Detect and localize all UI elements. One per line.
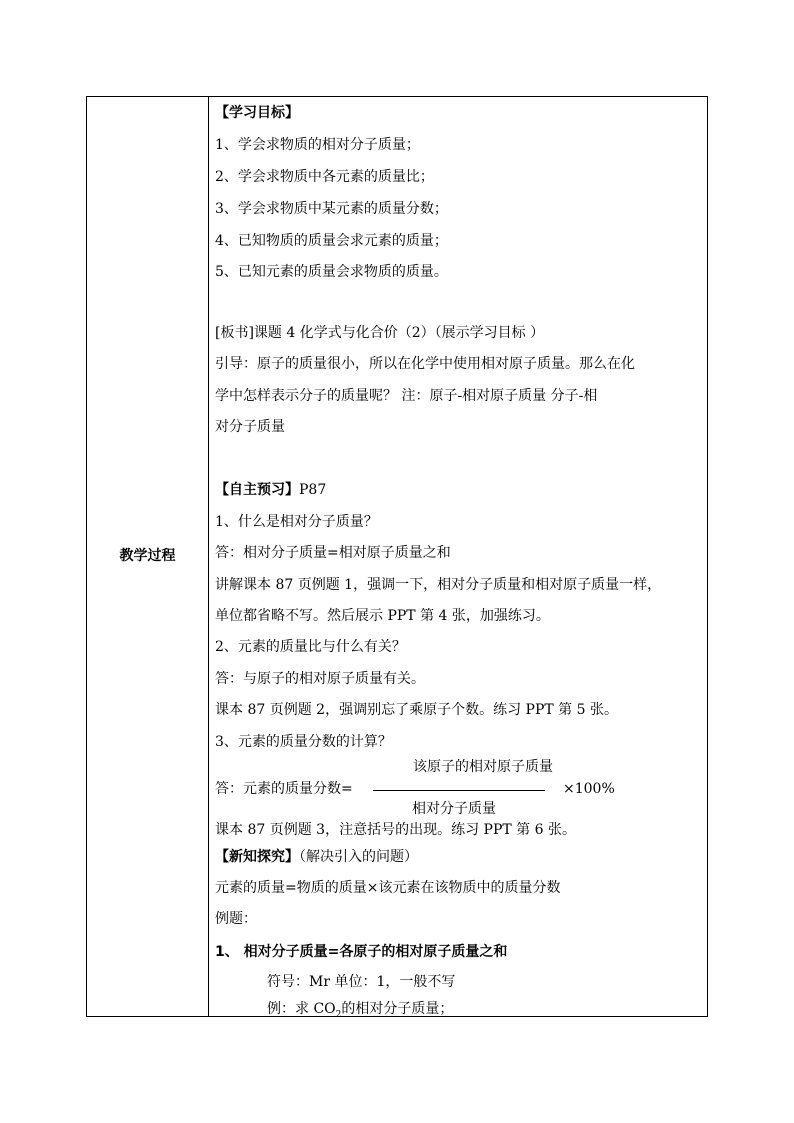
answer-1: 答：相对分子质量=相对原子质量之和 (215, 545, 451, 561)
question-2: 2、元素的质量比与什么有关？ (215, 639, 406, 655)
goal-3: 3、学会求物质中某元素的质量分数； (215, 201, 448, 217)
goals-header: 【学习目标】 (215, 105, 299, 121)
preview-header: 【自主预习】 (215, 482, 299, 498)
example-label: 例题： (215, 911, 257, 927)
symbol-unit-line: 符号：Mr 单位：1，一般不写 (267, 974, 456, 990)
preview-page: P87 (299, 482, 327, 498)
explore-note: （解决引入的问题） (299, 849, 418, 865)
example-2-note: 课本 87 页例题 2，强调别忘了乘原子个数。练习 PPT 第 5 张。 (215, 702, 618, 718)
co2-example (267, 1000, 453, 1024)
column-divider (208, 97, 209, 1016)
co2-subscript: 2 (335, 1009, 342, 1020)
fraction-denominator: 相对分子质量 (412, 801, 496, 817)
answer-3-prefix: 答：元素的质量分数= (215, 781, 353, 797)
question-1: 1、什么是相对分子质量？ (215, 514, 378, 530)
goal-4: 4、已知物质的质量会求元素的质量； (215, 233, 448, 249)
lesson-table (86, 96, 708, 1020)
co2-example-prefix: 例：求 CO (267, 1001, 336, 1017)
question-3: 3、元素的质量分数的计算？ (215, 734, 392, 750)
goal-5: 5、已知元素的质量会求物质的质量。 (215, 264, 448, 280)
answer-2: 答：与原子的相对原子质量有关。 (215, 671, 425, 687)
fraction-times: ×100% (563, 781, 615, 797)
explore-header: 【新知探究】 (215, 849, 299, 865)
intro-line-3: 对分子质量 (215, 419, 285, 435)
goal-2: 2、学会求物质中各元素的质量比； (215, 169, 434, 185)
explain-line-1: 讲解课本 87 页例题 1，强调一下，相对分子质量和相对原子质量一样， (215, 577, 662, 593)
co2-example-suffix: 的相对分子质量； (341, 1001, 454, 1017)
intro-line-2: 学中怎样表示分子的质量呢？ 注：原子-相对原子质量 分子-相 (215, 388, 598, 404)
goal-1: 1、学会求物质的相对分子质量； (215, 137, 420, 153)
explain-line-2: 单位都省略不写。然后展示 PPT 第 4 张，加强练习。 (215, 608, 550, 624)
preview-heading (215, 481, 326, 499)
row-label: 教学过程 (119, 548, 176, 564)
rule-1: 1、 相对分子质量=各原子的相对原子质量之和 (215, 944, 508, 960)
explore-heading (215, 848, 418, 866)
mass-formula: 元素的质量=物质的质量×该元素在该物质中的质量分数 (215, 880, 561, 896)
board-note: [板书]课题 4 化学式与化合价（2）（展示学习目标 ） (215, 325, 545, 341)
example-3-note: 课本 87 页例题 3，注意括号的出现。练习 PPT 第 6 张。 (215, 822, 576, 838)
intro-line-1: 引导：原子的质量很小，所以在化学中使用相对原子质量。那么在化 (215, 356, 635, 372)
fraction-numerator: 该原子的相对原子质量 (413, 759, 553, 775)
fraction-bar (373, 790, 545, 791)
